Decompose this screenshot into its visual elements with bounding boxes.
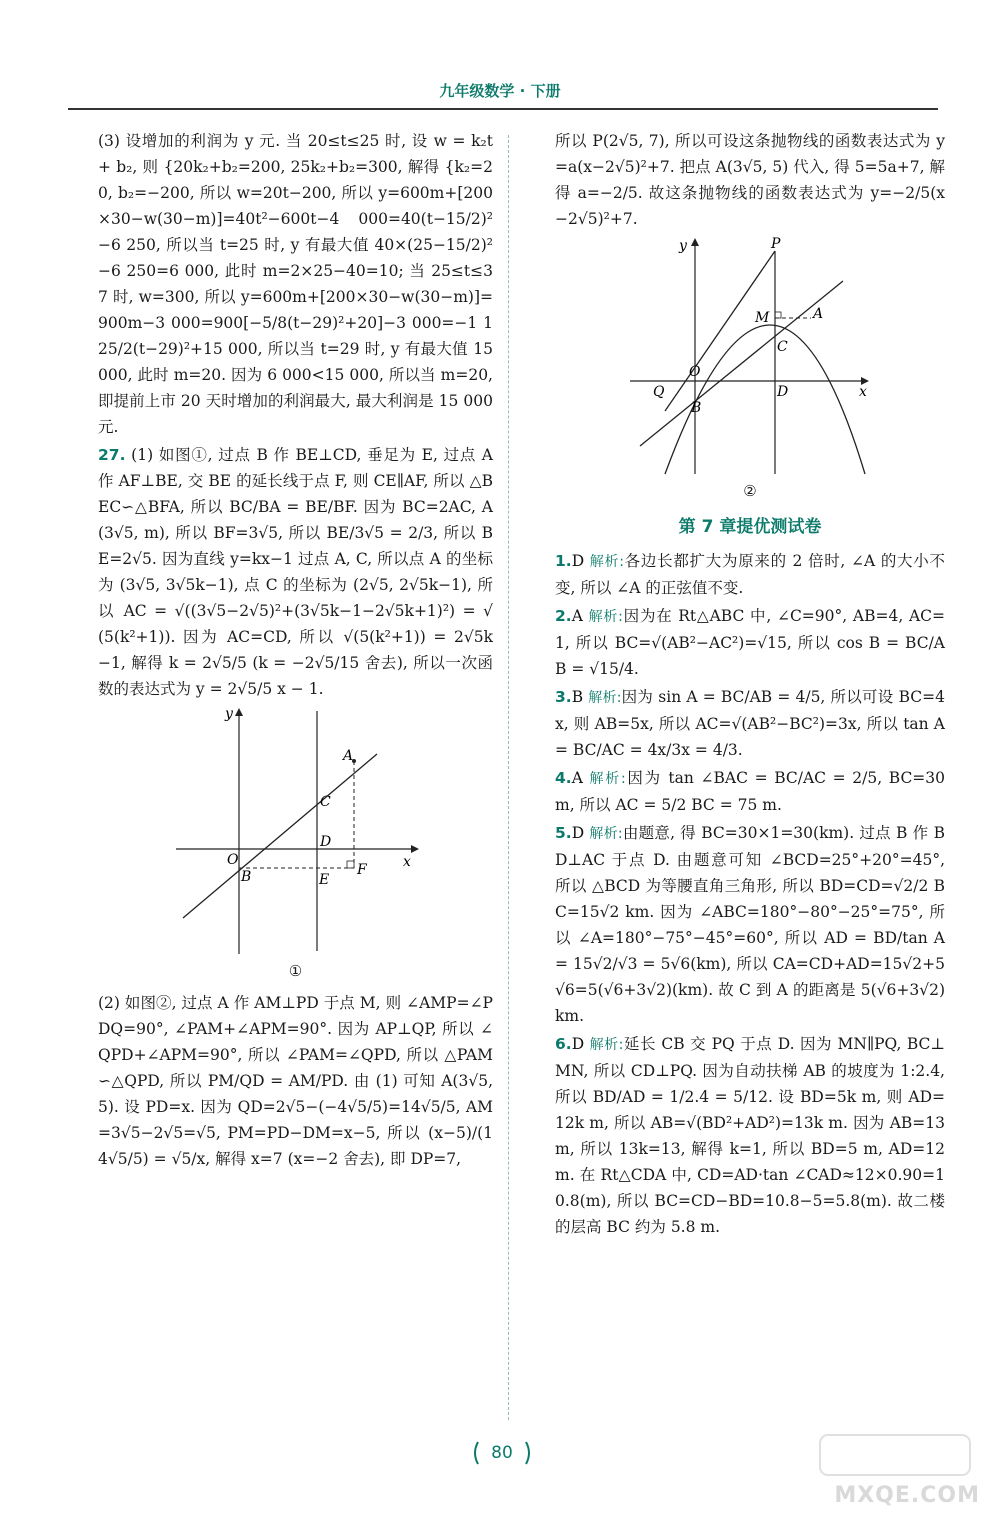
label-b: B bbox=[240, 869, 251, 885]
label-e: E bbox=[318, 872, 329, 888]
answer-item bbox=[555, 603, 945, 682]
answer-item bbox=[555, 1031, 945, 1240]
answer-item bbox=[555, 684, 945, 763]
answer-item bbox=[555, 548, 945, 601]
answer-number: 5. bbox=[555, 824, 572, 842]
label-a: A bbox=[813, 306, 824, 322]
answer-number: 3. bbox=[555, 688, 572, 706]
label-p: P bbox=[771, 236, 781, 252]
label-f: F bbox=[356, 862, 367, 878]
label-x: x bbox=[402, 854, 411, 870]
analysis-label: 解析: bbox=[588, 690, 622, 706]
y-axis-arrow bbox=[691, 238, 699, 246]
right-angle-m bbox=[775, 312, 781, 318]
paragraph-part3: (3) 设增加的利润为 y 元. 当 20≤t≤25 时, 设 w = k₂t + b₂, 则 {20k₂+b₂=200, 25k₂+b₂=300, 解得 {k₂=20, b₂=−200, 所以 w=20t−200, 所以 y=600m+[200×30−w(30−m)]=40t²−600t−4 000=40(t−15/2)²−6 250, 所以当 t=25 时, y 有最大值 40×(25−15/2)²−6 250=6 000, 此时 m=2×25−40=10; 当 25≤t≤37 时, w=300, 所以 y=600m+[200×30−w(30−m)]=900m−3 000=900[−5/8(t−29)²+20]−3 000=−1 125/2(t−29)²+15 000, 所以当 t=29 时, y 有最大值 15 000, 此时 m=20. 因为 6 000<15 000, 所以当 m=20, 即提前上市 20 天时增加的利润最大, 最大利润是 15 000 元. bbox=[98, 132, 493, 436]
label-d: D bbox=[319, 834, 331, 850]
page-number-text: 80 bbox=[491, 1443, 513, 1463]
answer-number: 6. bbox=[555, 1035, 572, 1053]
question-number-27: 27. bbox=[98, 446, 126, 464]
x-axis-arrow bbox=[411, 845, 419, 853]
figure-2-caption: ② bbox=[743, 482, 757, 500]
paragraph-parabola: 所以 P(2√5, 7), 所以可设这条抛物线的函数表达式为 y=a(x−2√5)²+7. 把点 A(3√5, 5) 代入, 得 5=5a+7, 解得 a=−2/5. 故这条抛物线的函数表达式为 y=−2/5(x−2√5)²+7. bbox=[555, 132, 945, 228]
watermark bbox=[810, 1430, 990, 1510]
answer-text: 由题意, 得 BC=30×1=30(km). 过点 B 作 BD⊥AC 于点 D. 由题意可知 ∠BCD=25°+20°=45°, 所以 △BCD 为等腰直角三角形, 所以 BD=CD=√2/2 BC=15√2 km. 因为 ∠ABC=180°−80°−25°=75°, 所以 ∠A=180°−75°−45°=60°, 所以 AD = BD/tan A = 15√2/√3 = 5√6(km), 所以 CA=CD+AD=15√2+5√6=5(√6+3√2)(km). 故 C 到 A 的距离是 5(√6+3√2)km. bbox=[555, 824, 945, 1025]
label-b: B bbox=[691, 400, 702, 416]
label-x: x bbox=[859, 384, 867, 400]
line-y-kx-1 bbox=[183, 754, 377, 918]
answer-choice: A bbox=[571, 607, 583, 625]
answer-number: 2. bbox=[555, 607, 572, 625]
q27-part1-text: (1) 如图①, 过点 B 作 BE⊥CD, 垂足为 E, 过点 A 作 AF⊥BE, 交 BE 的延长线于点 F, 则 CE∥AF, 所以 △BEC∽△BFA, 所以 BC/BA = BE/BF. 因为 BC=2AC, A(3√5, m), 所以 BF=3√5, 所以 BE/3√5 = 2/3, 所以 BE=2√5. 因为直线 y=kx−1 过点 A, C, 所以点 A 的坐标为 (3√5, 3√5k−1), 点 C 的坐标为 (2√5, 2√5k−1), 所以 AC = √((3√5−2√5)²+(3√5k−1−2√5k+1)²) = √(5(k²+1)). 因为 AC=CD, 所以 √(5(k²+1)) = 2√5k−1, 解得 k = 2√5/5 (k = −2√5/15 舍去), 所以一次函数的表达式为 y = 2√5/5 x − 1. bbox=[98, 446, 493, 698]
answer-item bbox=[555, 765, 945, 818]
answer-text: 因为 sin A = BC/AB = 4/5, 所以可设 BC=4x, 则 AB=5x, 所以 AC=√(AB²−BC²)=3x, 所以 tan A = BC/AC = 4x/3x = 4/3. bbox=[555, 688, 945, 759]
left-column bbox=[98, 128, 493, 1174]
label-c: C bbox=[777, 339, 788, 355]
section-title: 第 7 章提优测试卷 bbox=[678, 517, 822, 537]
y-axis-arrow bbox=[235, 708, 243, 716]
label-y: y bbox=[224, 706, 233, 722]
page-number bbox=[472, 1438, 532, 1468]
watermark-logo-icon bbox=[810, 1430, 980, 1480]
answer-number: 4. bbox=[555, 769, 572, 787]
answer-choice: D bbox=[571, 824, 585, 842]
label-a: A bbox=[342, 748, 353, 764]
label-d: D bbox=[777, 384, 789, 400]
analysis-label: 解析: bbox=[588, 609, 623, 625]
answer-number: 1. bbox=[555, 552, 572, 570]
figure-1 bbox=[171, 706, 421, 956]
analysis-label: 解析: bbox=[589, 826, 623, 842]
answer-text: 因为 tan ∠BAC = BC/AC = 2/5, BC=30 m, 所以 AC = 5/2 BC = 75 m. bbox=[555, 769, 946, 814]
label-c: C bbox=[319, 794, 331, 810]
label-y: y bbox=[679, 238, 687, 254]
label-m: M bbox=[755, 310, 770, 326]
analysis-label: 解析: bbox=[589, 554, 624, 570]
right-angle-f bbox=[347, 861, 354, 868]
page-header: 九年级数学 · 下册 bbox=[439, 82, 561, 100]
answer-choice: D bbox=[571, 552, 585, 570]
analysis-label: 解析: bbox=[589, 1037, 624, 1053]
figure-2 bbox=[625, 236, 875, 476]
line-pq bbox=[665, 251, 775, 411]
watermark-text: MXQE.COM bbox=[834, 1483, 980, 1508]
right-column bbox=[555, 128, 945, 1242]
analysis-label: 解析: bbox=[589, 771, 626, 787]
label-o: O bbox=[226, 852, 238, 868]
answer-text: 因为在 Rt△ABC 中, ∠C=90°, AB=4, AC=1, 所以 BC=√(AB²−AC²)=√15, 所以 cos B = BC/AB = √15/4. bbox=[555, 607, 946, 678]
label-o: O bbox=[689, 364, 701, 380]
answer-choice: B bbox=[571, 688, 584, 706]
answer-choice: D bbox=[571, 1035, 585, 1053]
answer-item bbox=[555, 820, 945, 1029]
column-divider bbox=[508, 135, 510, 1420]
answer-text: 各边长都扩大为原来的 2 倍时, ∠A 的大小不变, 所以 ∠A 的正弦值不变. bbox=[555, 552, 945, 597]
figure-1-caption: ① bbox=[288, 962, 303, 980]
answer-text: 延长 CB 交 PQ 于点 D. 因为 MN∥PQ, BC⊥MN, 所以 CD⊥PQ. 因为自动扶梯 AB 的坡度为 1:2.4, 所以 BD/AD = 1/2.4 = 5/12. 设 BD=5k m, 则 AD=12k m, 所以 AB=√(BD²+AD²)=13k m. 因为 AB=13 m, 所以 13k=13, 解得 k=1, 所以 BD=5 m, AD=12 m. 在 Rt△CDA 中, CD=AD·tan ∠CAD≈12×0.90=10.8(m), 所以 BC=CD−BD=10.8−5=5.8(m). 故二楼的层高 BC 约为 5.8 m. bbox=[555, 1035, 945, 1236]
answer-choice: A bbox=[571, 769, 583, 787]
paragraph-q27-part1 bbox=[98, 442, 493, 702]
label-q: Q bbox=[653, 384, 665, 400]
header-rule bbox=[68, 108, 938, 110]
paragraph-q27-part2: (2) 如图②, 过点 A 作 AM⊥PD 于点 M, 则 ∠AMP=∠PDQ=90°, ∠PAM+∠APM=90°. 因为 AP⊥QP, 所以 ∠QPD+∠APM=90°, 所以 ∠PAM=∠QPD, 所以 △PAM∽△QPD, 所以 PM/QD = AM/PD. 由 (1) 可知 A(3√5, 5). 设 PD=x. 因为 QD=2√5−(−4√5/5)=14√5/5, AM=3√5−2√5=√5, PM=PD−DM=x−5, 所以 (x−5)/(14√5/5) = √5/x, 解得 x=7 (x=−2 舍去), 即 DP=7, bbox=[98, 994, 493, 1168]
